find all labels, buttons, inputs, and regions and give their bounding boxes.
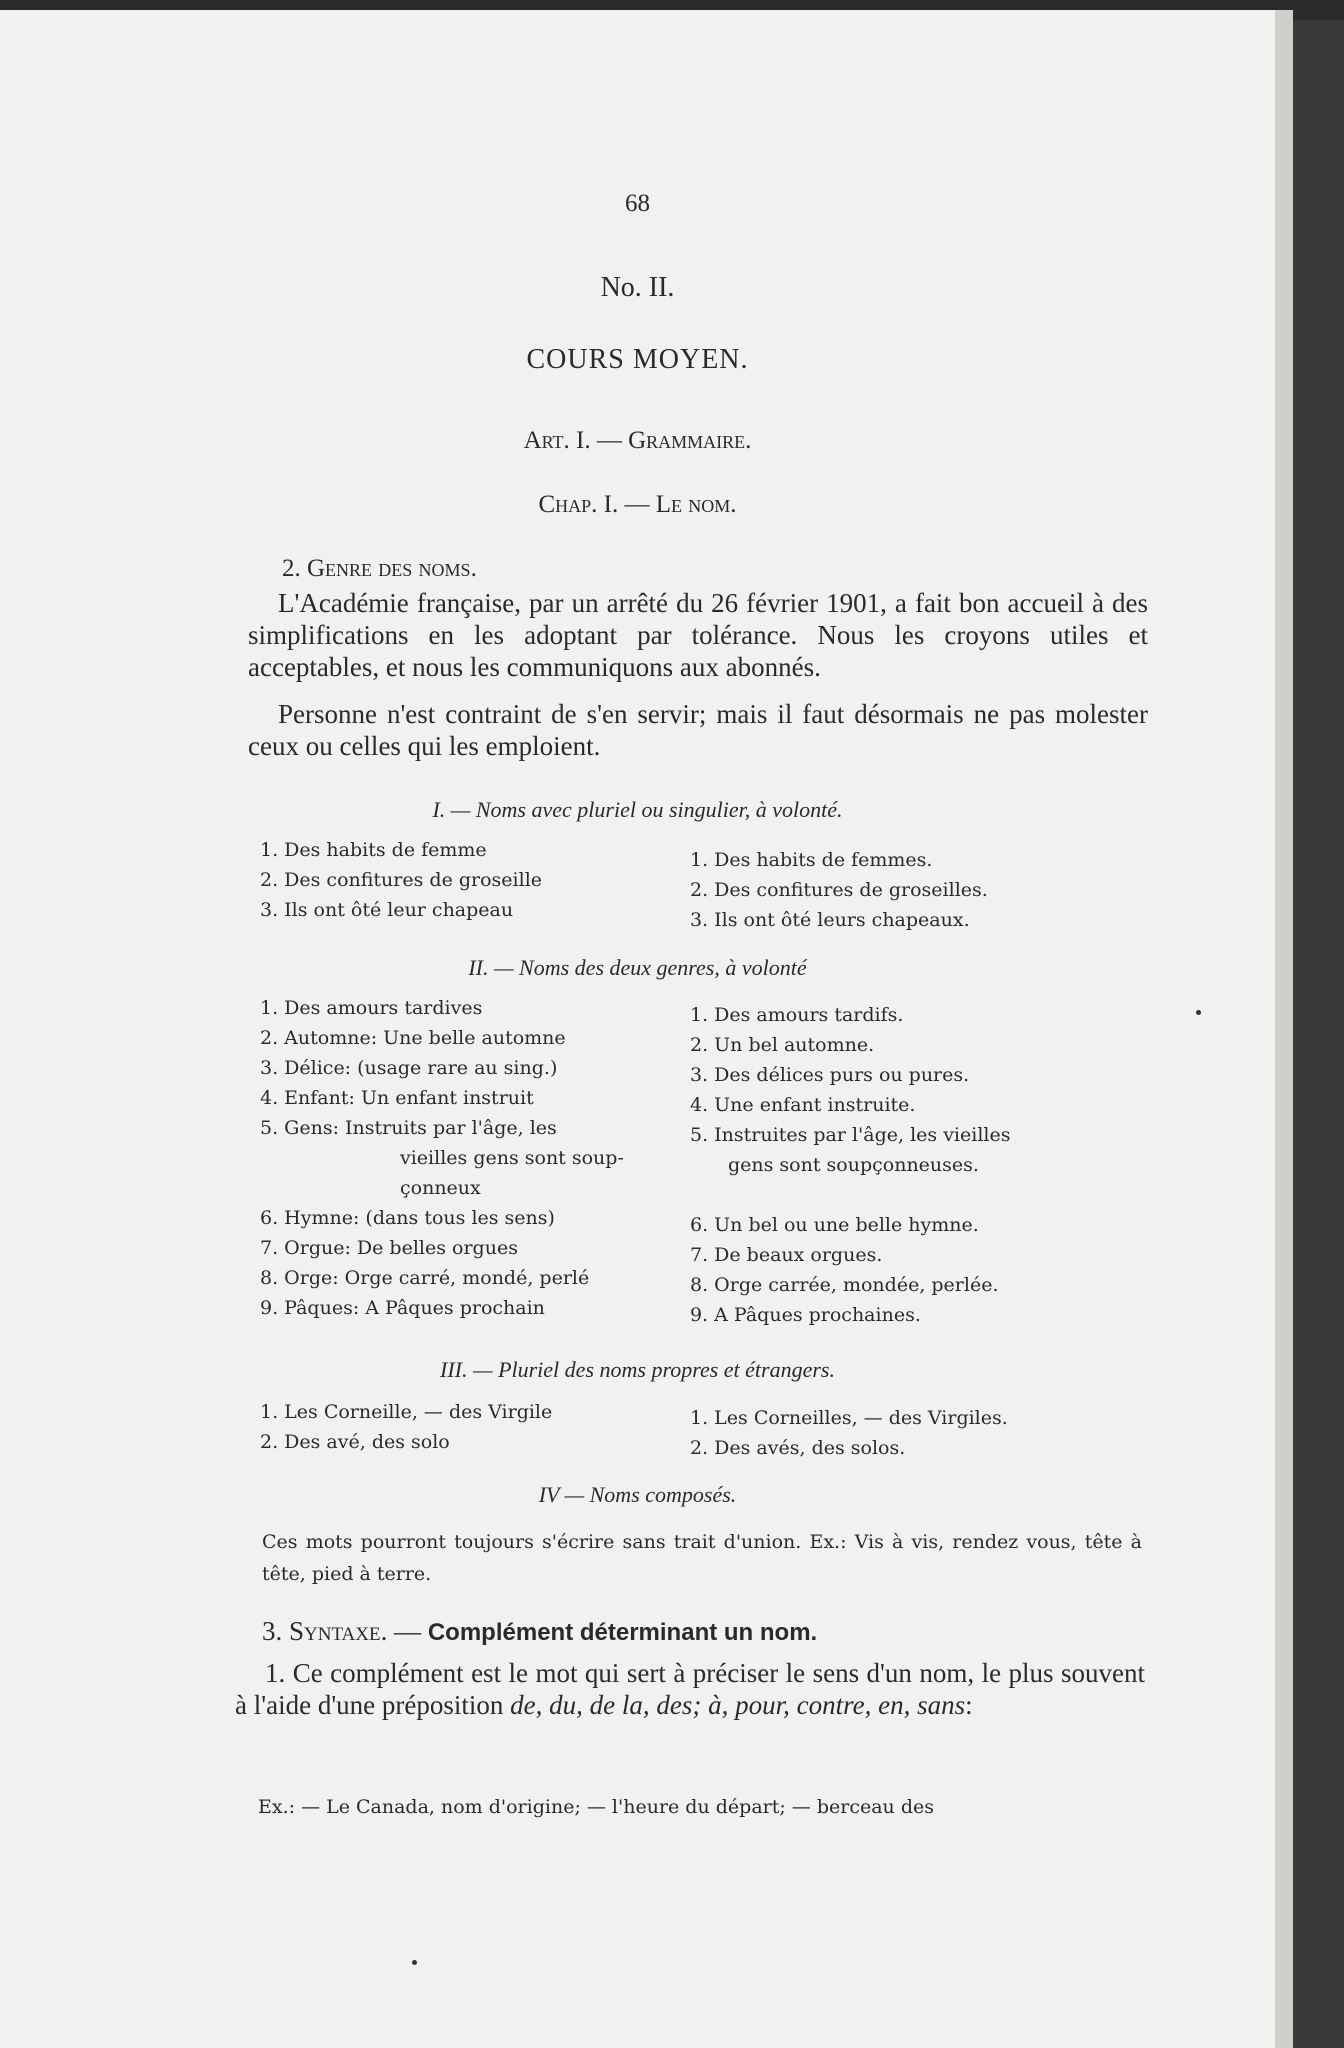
list-item: 6. Un bel ou une belle hymne. bbox=[690, 1214, 979, 1236]
scan-speck bbox=[1196, 1010, 1201, 1015]
page-number: 68 bbox=[625, 190, 650, 217]
heading-chapter: Chap. I. — Le nom. bbox=[538, 491, 737, 518]
list-item: çonneux bbox=[400, 1177, 481, 1199]
list-item: 7. Orgue: De belles orgues bbox=[260, 1237, 518, 1259]
scan-background bbox=[1293, 20, 1344, 2048]
list-item: 2. Des confitures de groseille bbox=[260, 869, 543, 891]
syntaxe-paragraph-1: 1. Ce complément est le mot qui sert à préciser le sens d'un nom, le plus souvent à l'aide d'une préposition de, du, de la, des; à, pour, contre, en, sans: bbox=[235, 1658, 1145, 1720]
list-item: 2. Un bel automne. bbox=[690, 1034, 875, 1056]
subsection-title-3: III. — Pluriel des noms propres et étrangers. bbox=[440, 1357, 835, 1382]
list-item: 4. Une enfant instruite. bbox=[690, 1094, 916, 1116]
sec1-right-list bbox=[690, 845, 988, 935]
list-item: 2. Automne: Une belle automne bbox=[260, 1027, 566, 1049]
subsection-title-1: I. — Noms avec pluriel ou singulier, à volonté. bbox=[432, 797, 843, 822]
page bbox=[0, 10, 1275, 2048]
sec2-right-list bbox=[690, 1000, 1010, 1330]
sec3-left-list bbox=[260, 1397, 552, 1457]
list-item: 3. Ils ont ôté leur chapeau bbox=[260, 899, 514, 921]
list-item: 1. Des amours tardives bbox=[260, 997, 483, 1019]
list-item: 1. Les Corneille, — des Virgile bbox=[260, 1401, 553, 1423]
section-title-genre: 2. Genre des noms. bbox=[282, 555, 477, 582]
list-item: 8. Orge: Orge carré, mondé, perlé bbox=[260, 1267, 590, 1289]
heading-no: No. II. bbox=[600, 272, 675, 303]
sec3-right-list bbox=[690, 1403, 1008, 1463]
section-title-syntaxe: 3. Syntaxe. — Complément déterminant un nom. bbox=[262, 1616, 818, 1646]
intro-paragraph-1: L'Académie française, par un arrêté du 26 février 1901, a fait bon accueil à des simplifications en les adoptant par tolérance. Nous les croyons utiles et acceptables, et nous les communiquons aux abonnés. bbox=[248, 588, 1148, 682]
list-item: 2. Des confitures de groseilles. bbox=[690, 879, 988, 901]
list-item: 9. A Pâques prochaines. bbox=[690, 1304, 921, 1326]
list-item: 2. Des avé, des solo bbox=[260, 1431, 450, 1453]
sec1-left-list bbox=[260, 835, 542, 925]
page-edge bbox=[1275, 10, 1293, 2048]
list-item: vieilles gens sont soup- bbox=[400, 1147, 624, 1169]
list-item: gens sont soupçonneuses. bbox=[728, 1154, 979, 1176]
sec4-text: Ces mots pourront toujours s'écrire sans trait d'union. Ex.: Vis à vis, rendez vous, tête à tête, pied à terre. bbox=[262, 1531, 1142, 1585]
list-item: 4. Enfant: Un enfant instruit bbox=[260, 1087, 534, 1109]
list-item: 8. Orge carrée, mondée, perlée. bbox=[690, 1274, 999, 1296]
list-item: 3. Des délices purs ou pures. bbox=[690, 1064, 970, 1086]
list-item: 2. Des avés, des solos. bbox=[690, 1437, 906, 1459]
list-item: 1. Les Corneilles, — des Virgiles. bbox=[690, 1407, 1008, 1429]
subsection-title-2: II. — Noms des deux genres, à volonté bbox=[468, 955, 807, 980]
list-item: 6. Hymne: (dans tous les sens) bbox=[260, 1207, 555, 1229]
list-item: 3. Délice: (usage rare au sing.) bbox=[260, 1057, 558, 1079]
list-item: 9. Pâques: A Pâques prochain bbox=[260, 1297, 545, 1319]
sec2-left-list bbox=[260, 993, 624, 1323]
list-item: 1. Des habits de femme bbox=[260, 839, 487, 861]
heading-article: Art. I. — Grammaire. bbox=[523, 427, 752, 454]
list-item: 1. Des amours tardifs. bbox=[690, 1004, 904, 1026]
scan-speck bbox=[412, 1960, 417, 1965]
list-item: 5. Gens: Instruits par l'âge, les bbox=[260, 1117, 557, 1139]
list-item: 3. Ils ont ôté leurs chapeaux. bbox=[690, 909, 970, 931]
list-item: 1. Des habits de femmes. bbox=[690, 849, 933, 871]
syntaxe-example: Ex.: — Le Canada, nom d'origine; — l'heure du départ; — berceau des bbox=[258, 1796, 934, 1818]
list-item: 7. De beaux orgues. bbox=[690, 1244, 883, 1266]
heading-cours: COURS MOYEN. bbox=[526, 344, 749, 375]
subsection-title-4: IV — Noms composés. bbox=[538, 1482, 737, 1507]
intro-paragraph-2: Personne n'est contraint de s'en servir; mais il faut désormais ne pas molester ceux ou celles qui les emploient. bbox=[248, 699, 1148, 761]
list-item: 5. Instruites par l'âge, les vieilles bbox=[690, 1124, 1011, 1146]
